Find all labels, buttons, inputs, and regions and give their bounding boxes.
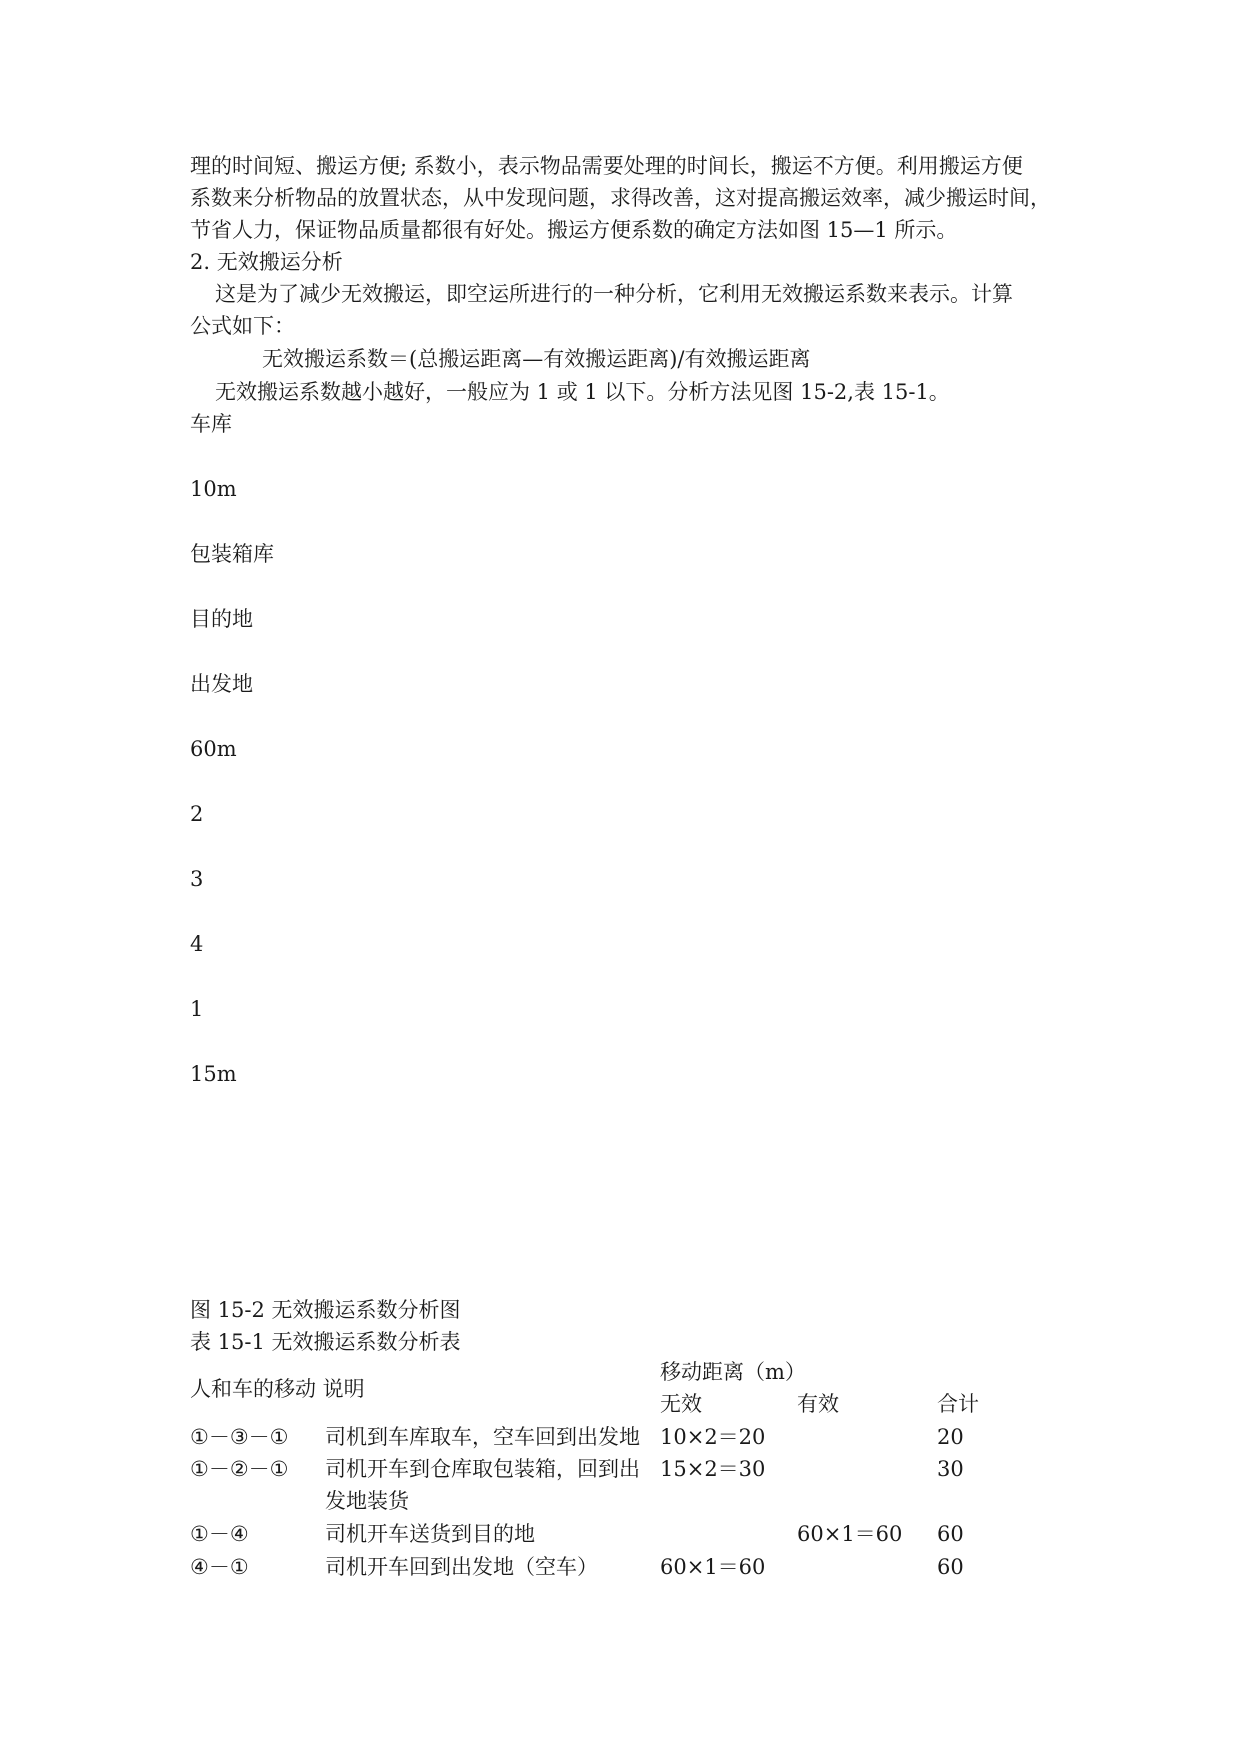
table-cell-invalid: 60×1＝60 — [660, 1555, 766, 1579]
figure-label: 2 — [190, 802, 204, 826]
figure-label: 包装箱库 — [190, 542, 274, 566]
table-caption: 表 15-1 无效搬运系数分析表 — [190, 1330, 461, 1354]
table-cell-desc: 司机开车送货到目的地 — [325, 1522, 535, 1546]
table-cell-desc: 司机开车回到出发地（空车） — [325, 1555, 598, 1579]
table-header-group: 移动距离（m） — [660, 1360, 806, 1384]
table-cell-desc-cont: 发地装货 — [325, 1489, 409, 1513]
table-header-total: 合计 — [937, 1392, 979, 1416]
figure-label: 车库 — [190, 412, 232, 436]
table-cell-total: 20 — [937, 1425, 964, 1449]
table-header-valid: 有效 — [797, 1392, 839, 1416]
section-heading: 2. 无效搬运分析 — [190, 250, 343, 274]
paragraph-line: 节省人力，保证物品质量都很有好处。搬运方便系数的确定方法如图 15—1 所示。 — [190, 218, 958, 242]
table-cell-route: ①－④ — [190, 1522, 249, 1546]
table-cell-invalid: 10×2＝20 — [660, 1425, 766, 1449]
figure-label: 出发地 — [190, 672, 253, 696]
table-header-invalid: 无效 — [660, 1392, 702, 1416]
table-cell-desc: 司机开车到仓库取包装箱，回到出 — [325, 1457, 640, 1481]
figure-label: 15m — [190, 1062, 237, 1086]
table-cell-route: ①－②－① — [190, 1457, 289, 1481]
table-cell-route: ①－③－① — [190, 1425, 289, 1449]
figure-label: 目的地 — [190, 607, 253, 631]
table-cell-desc: 司机到车库取车，空车回到出发地 — [325, 1425, 640, 1449]
paragraph-line: 无效搬运系数越小越好，一般应为 1 或 1 以下。分析方法见图 15-2,表 15-1。 — [215, 380, 950, 404]
table-cell-valid: 60×1＝60 — [797, 1522, 903, 1546]
paragraph-line: 这是为了减少无效搬运，即空运所进行的一种分析，它利用无效搬运系数来表示。计算 — [215, 282, 1013, 306]
table-cell-route: ④－① — [190, 1555, 249, 1579]
paragraph-line: 公式如下： — [190, 314, 295, 338]
figure-label: 10m — [190, 477, 237, 501]
paragraph-line: 系数来分析物品的放置状态，从中发现问题，求得改善，这对提高搬运效率，减少搬运时间， — [190, 186, 1051, 210]
figure-label: 3 — [190, 867, 204, 891]
table-cell-total: 60 — [937, 1522, 964, 1546]
table-cell-invalid: 15×2＝30 — [660, 1457, 766, 1481]
figure-label: 4 — [190, 932, 204, 956]
figure-caption: 图 15-2 无效搬运系数分析图 — [190, 1298, 461, 1322]
paragraph-line: 理的时间短、搬运方便; 系数小，表示物品需要处理的时间长，搬运不方便。利用搬运方便 — [190, 154, 1023, 178]
table-header-left: 人和车的移动 说明 — [190, 1377, 365, 1401]
table-cell-total: 30 — [937, 1457, 964, 1481]
table-cell-total: 60 — [937, 1555, 964, 1579]
formula-line: 无效搬运系数＝(总搬运距离—有效搬运距离)/有效搬运距离 — [262, 347, 811, 371]
figure-label: 60m — [190, 737, 237, 761]
figure-label: 1 — [190, 997, 204, 1021]
